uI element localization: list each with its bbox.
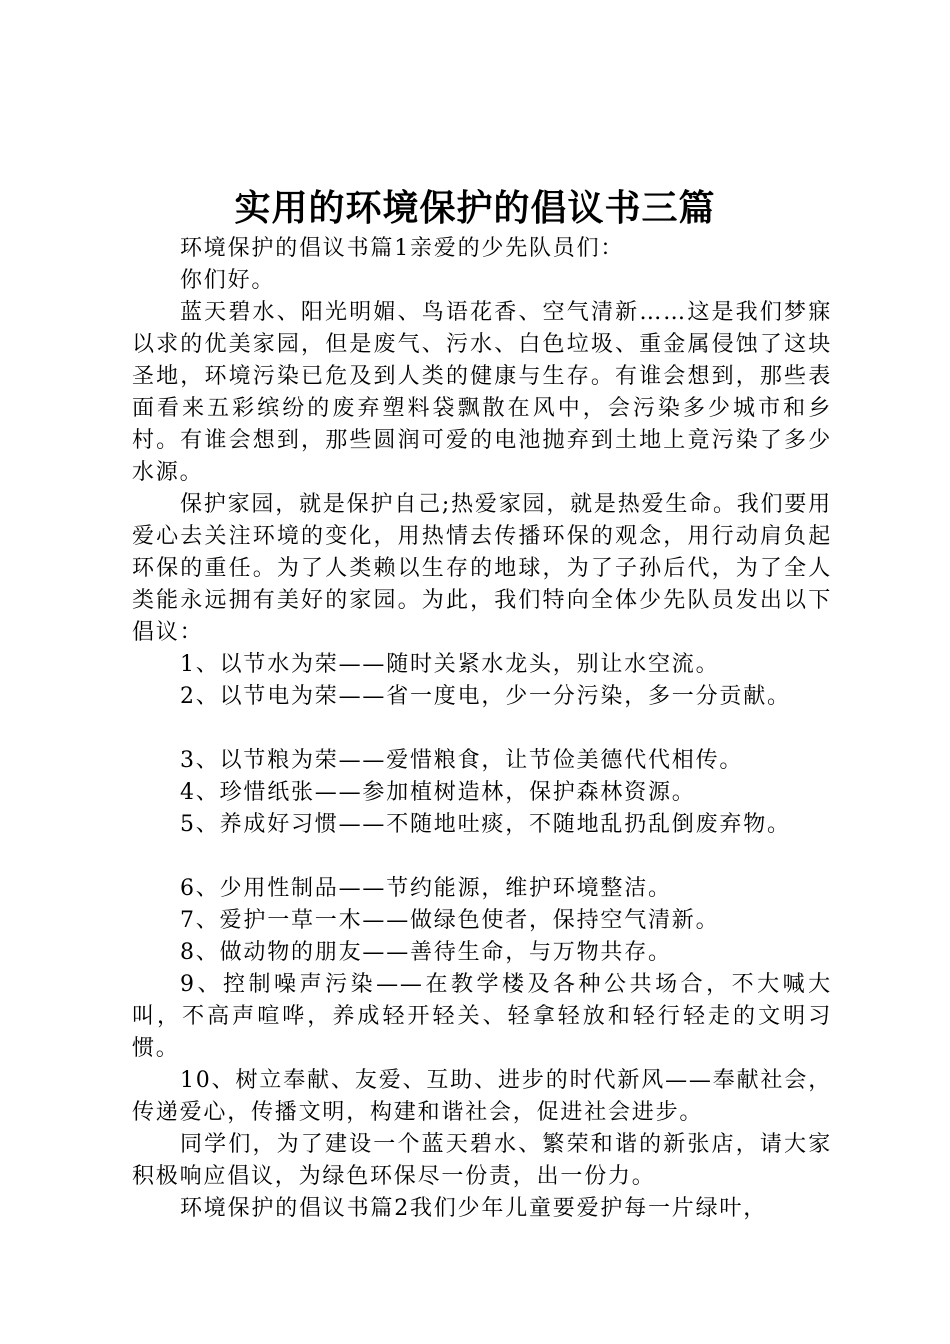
proposal-item-8: 8、做动物的朋友——善待生命，与万物共存。 xyxy=(180,940,672,965)
paragraph-salutation: 环境保护的倡议书篇1亲爱的少先队员们： xyxy=(180,236,625,261)
paragraph-closing: 同学们，为了建设一个蓝天碧水、繁荣和谐的新张店，请大家积极响应倡议，为绿色环保尽一份责，出一份力。 xyxy=(132,1132,832,1189)
proposal-item-9: 9、控制噪声污染——在教学楼及各种公共场合，不大喊大叫，不高声喧哗，养成轻开轻关、轻拿轻放和轻行轻走的文明习惯。 xyxy=(132,972,832,1061)
proposal-item-3: 3、以节粮为荣——爱惜粮食，让节俭美德代代相传。 xyxy=(180,748,744,773)
paragraph-second-letter-start: 环境保护的倡议书篇2我们少年儿童要爱护每一片绿叶， xyxy=(180,1196,767,1221)
proposal-item-5: 5、养成好习惯——不随地吐痰，不随地乱扔乱倒废弃物。 xyxy=(180,812,791,837)
proposal-item-6: 6、少用性制品——节约能源，维护环境整洁。 xyxy=(180,876,672,901)
proposal-item-4: 4、珍惜纸张——参加植树造林，保护森林资源。 xyxy=(180,780,696,805)
proposal-item-1: 1、以节水为荣——随时关紧水龙头，别让水空流。 xyxy=(180,652,720,677)
proposal-item-7: 7、爱护一草一木——做绿色使者，保持空气清新。 xyxy=(180,908,720,933)
proposal-item-2: 2、以节电为荣——省一度电，少一分污染，多一分贡献。 xyxy=(180,684,791,709)
proposal-item-10: 10、树立奉献、友爱、互助、进步的时代新风——奉献社会，传递爱心，传播文明，构建和谐社会，促进社会进步。 xyxy=(132,1068,832,1125)
document-body xyxy=(132,233,832,1225)
paragraph-greeting: 你们好。 xyxy=(180,268,276,293)
paragraph-intro: 蓝天碧水、阳光明媚、鸟语花香、空气清新……这是我们梦寐以求的优美家园，但是废气、污水、白色垃圾、重金属侵蚀了这块圣地，环境污染已危及到人类的健康与生存。有谁会想到，那些表面看来五彩缤纷的废弃塑料袋飘散在风中，会污染多少城市和乡村。有谁会想到，那些圆润可爱的电池抛弃到土地上竟污染了多少水源。 xyxy=(132,300,832,485)
document-title: 实用的环境保护的倡议书三篇 xyxy=(234,188,716,229)
paragraph-call-to-action: 保护家园，就是保护自己;热爱家园，就是热爱生命。我们要用爱心去关注环境的变化，用热情去传播环保的观念，用行动肩负起环保的重任。为了人类赖以生存的地球，为了子孙后代，为了全人类能永远拥有美好的家园。为此，我们特向全体少先队员发出以下倡议： xyxy=(132,492,832,645)
